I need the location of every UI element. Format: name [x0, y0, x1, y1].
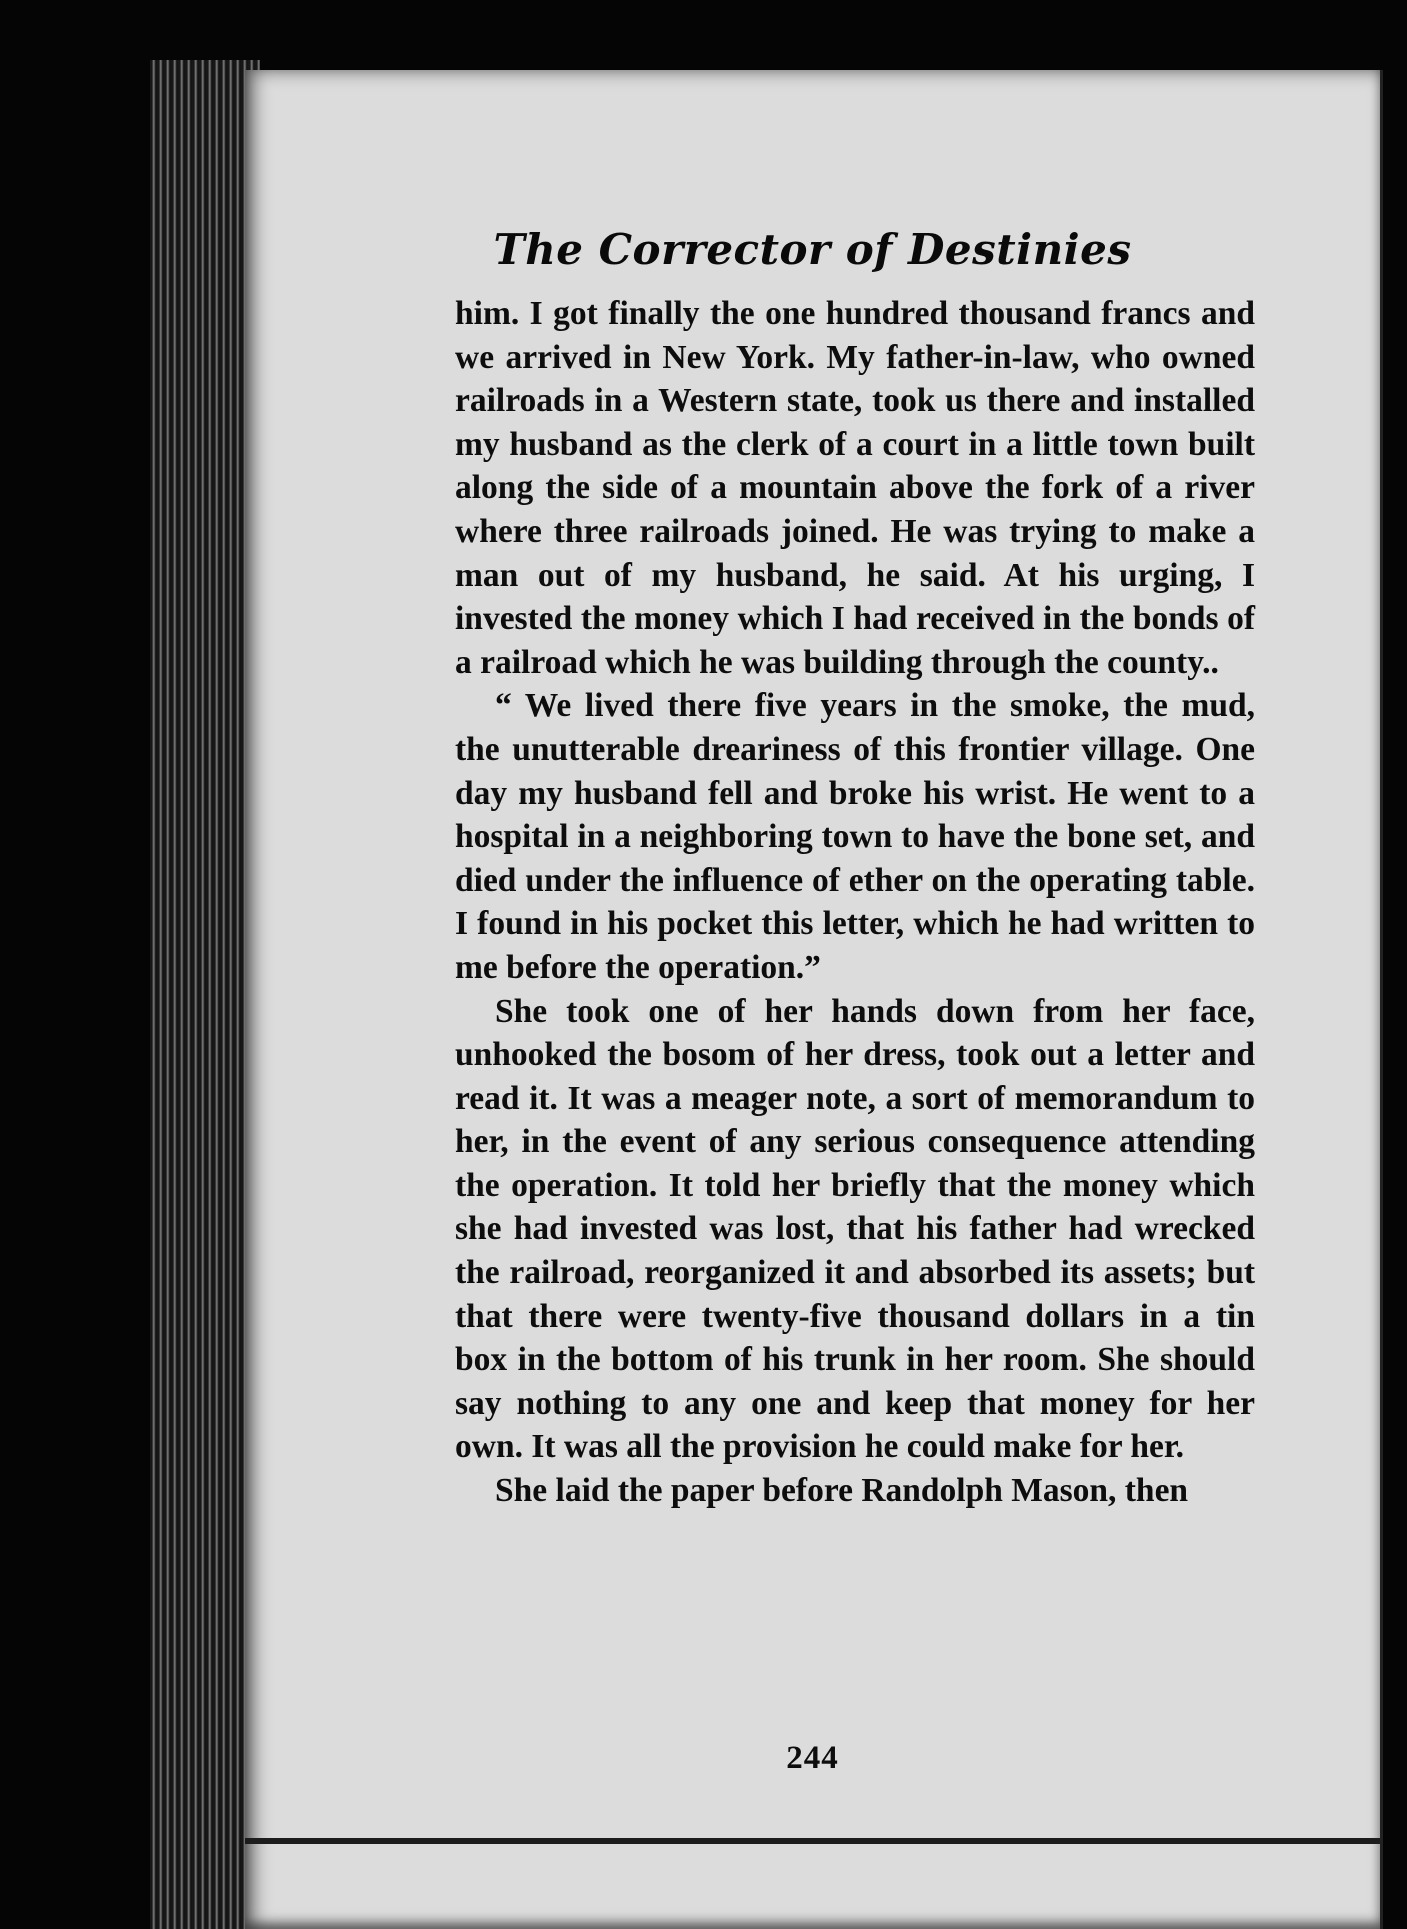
running-head: The Corrector of Destinies — [493, 225, 1132, 274]
paragraph-3: She took one of her hands down from her face, unhooked the bosom of her dress, took out a letter and read it. It was a meager note, a sort of memorandum to her, in the event of any serious consequence attending the operation. It told her briefly that the money which she had invested was lost, that his father had wrecked the railroad, reorganized it and absorbed its assets; but that there were twenty-five thousand dollars in a tin box in the bottom of his trunk in her room. She should say nothing to any one and keep that money for her own. It was all the provision he could make for her. — [455, 992, 1255, 1466]
paragraph-2: “ We lived there five years in the smoke, the mud, the unutterable dreariness of this frontier village. One day my husband fell and broke his wrist. He went to a hospital in a neighboring town to have the bone set, and died under the influence of ether on the operating table. I found in his pocket this letter, which he had written to me before the operation.” — [455, 687, 1255, 986]
page-bottom-edge — [245, 1838, 1380, 1844]
page-edges — [150, 60, 260, 1929]
page-number: 244 — [786, 1740, 839, 1776]
body-text — [455, 292, 1255, 1513]
paragraph-1: him. I got finally the one hundred thousand francs and we arrived in New York. My father-in-law, who owned railroads in a Western state, took us there and installed my husband as the clerk of a court in a little town built along the side of a mountain above the fork of a river where three railroads joined. He was trying to make a man out of my husband, he said. At his urging, I invested the money which I had received in the bonds of a railroad which he was building through the county.. — [455, 295, 1255, 681]
paragraph-4: She laid the paper before Randolph Mason, then — [495, 1472, 1189, 1510]
